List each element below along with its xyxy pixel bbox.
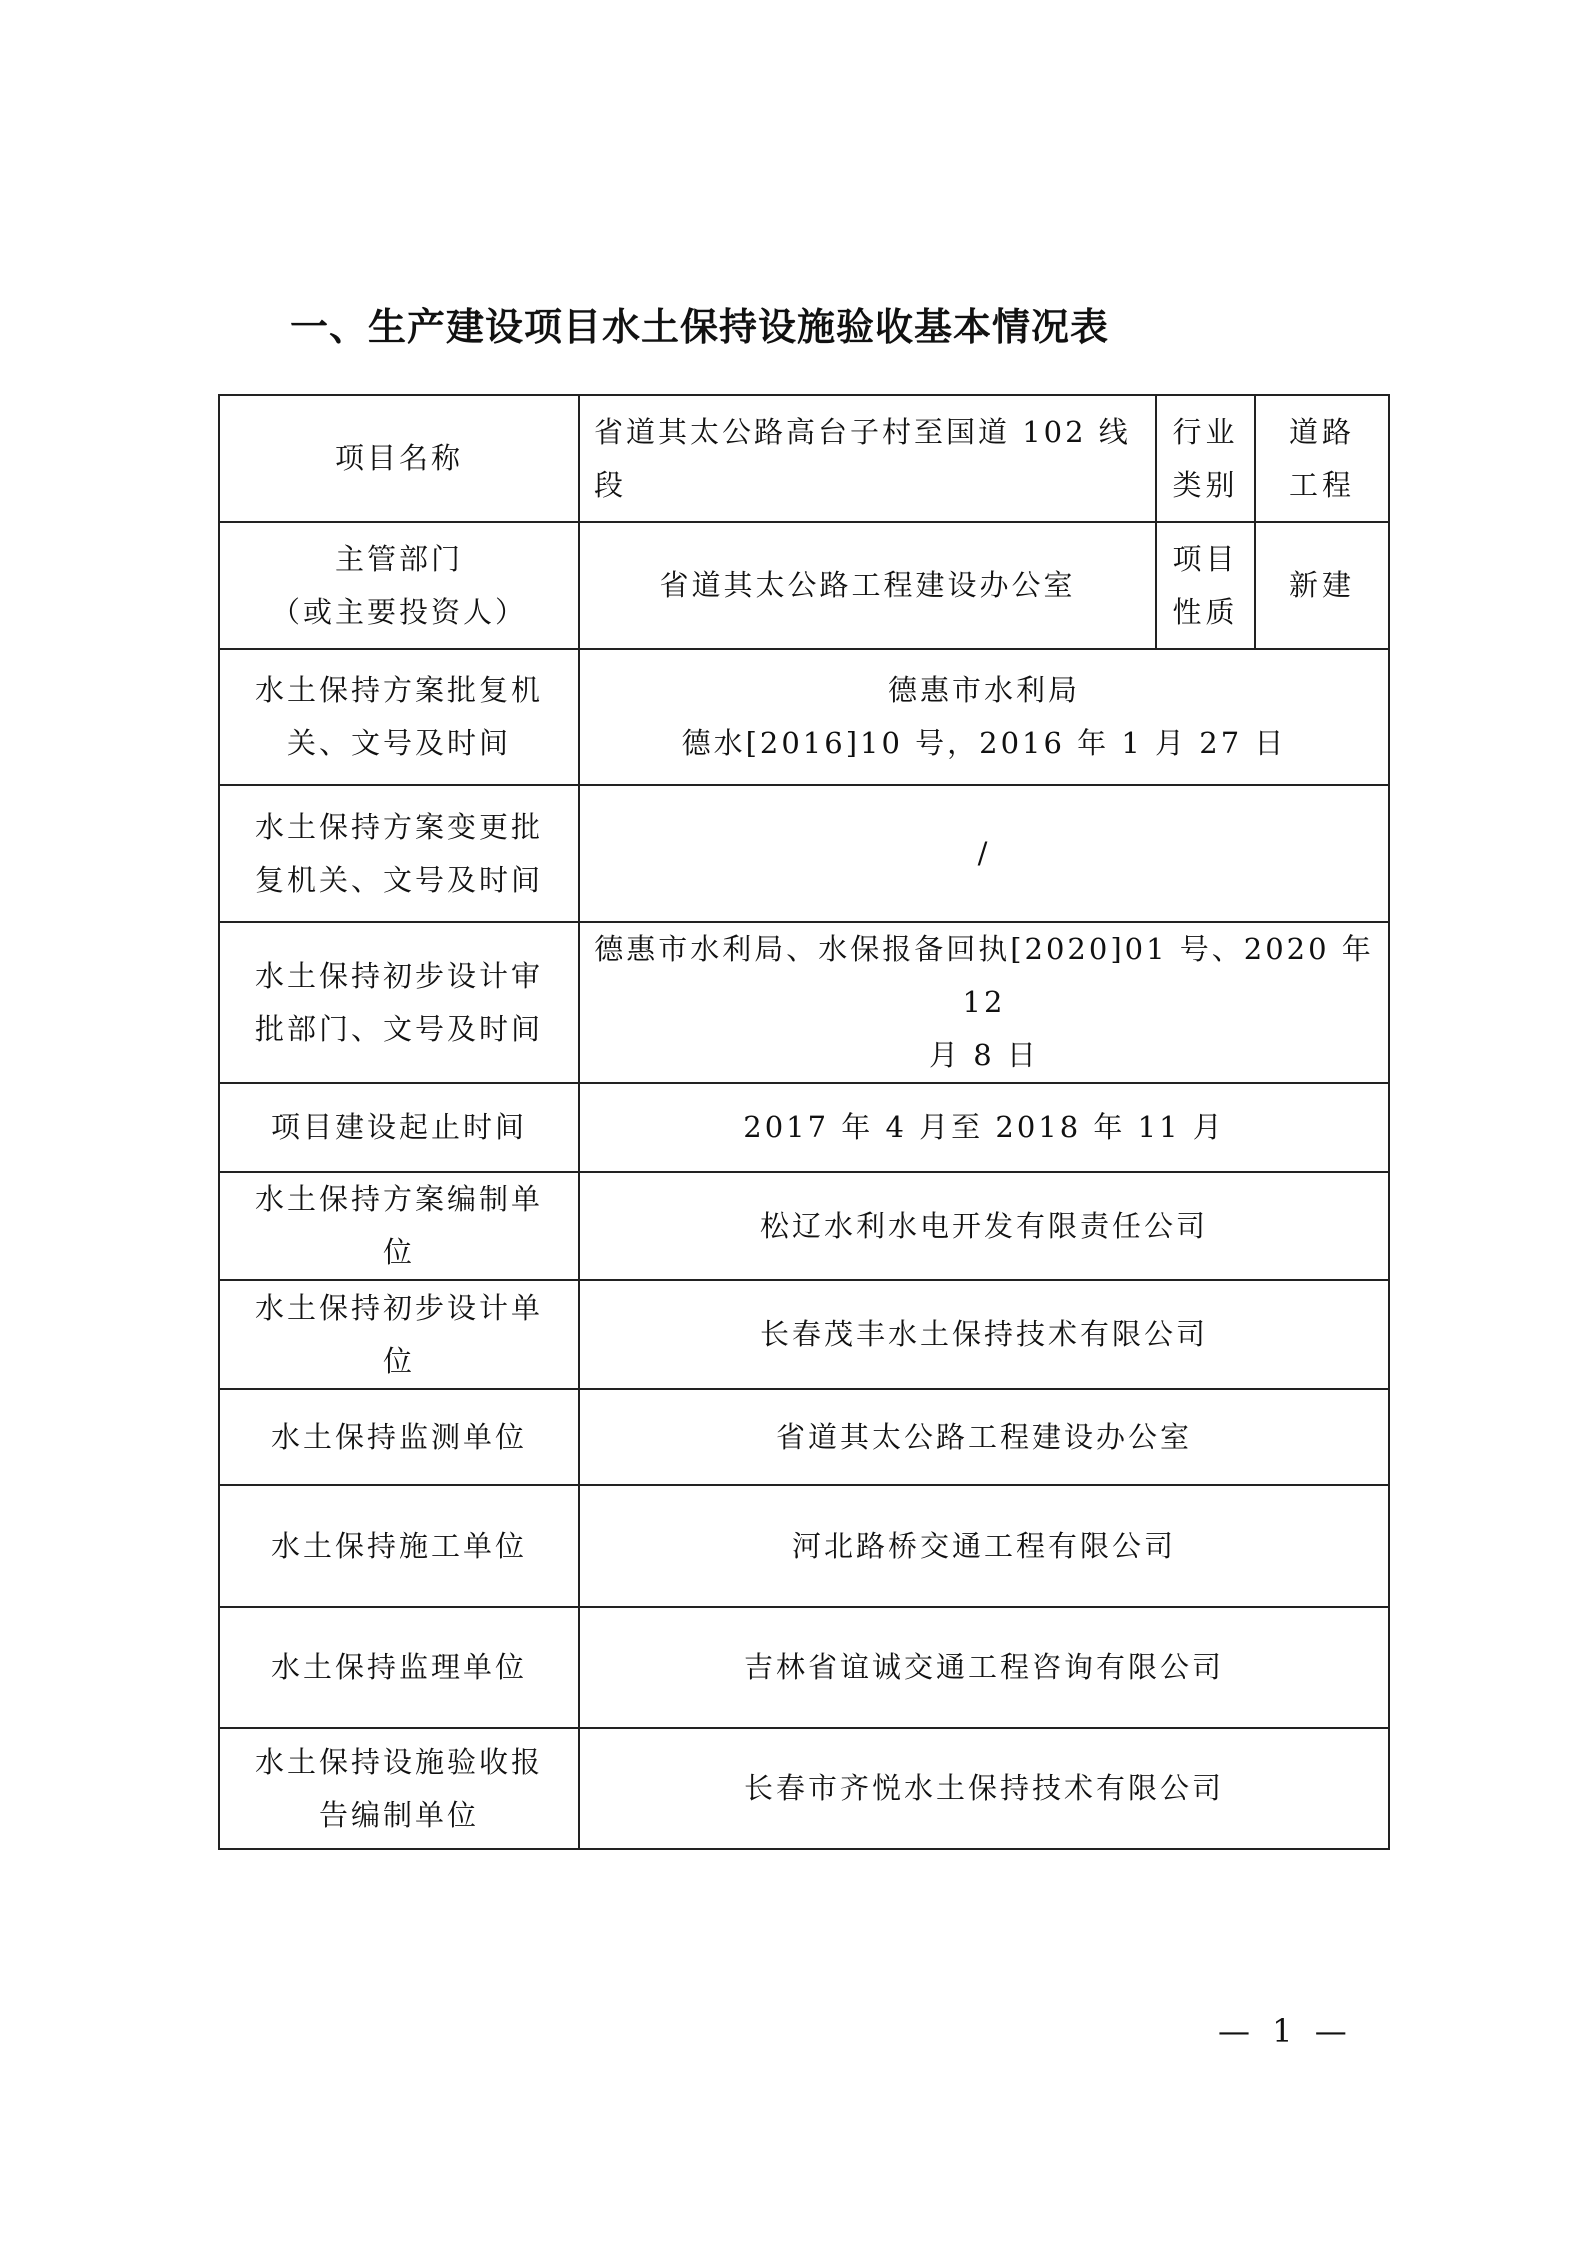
row-label-line-2: 告编制单位 (318, 1797, 479, 1832)
page-title: 一、生产建设项目水土保持设施验收基本情况表 (290, 305, 1110, 349)
row-label-line-2: 位 (382, 1235, 415, 1269)
row-value-line-1: 德惠市水利局、水保报备回执[2020]01 号、2020 年 12 (594, 932, 1374, 1019)
row-label-line-1: 水土保持监测单位 (270, 1419, 527, 1454)
table-row (219, 1485, 1389, 1607)
department-label-line-1: 主管部门 (334, 541, 463, 576)
row-label-line-1: 水土保持初步设计单 (254, 1290, 543, 1325)
project-name-value-line-2: 段 (594, 467, 627, 502)
department-value: 省道其太公路工程建设办公室 (579, 522, 1156, 649)
row-label (219, 1083, 579, 1172)
row-value (579, 1607, 1389, 1728)
row-value-line-2: 月 8 日 (929, 1038, 1039, 1072)
row-label (219, 649, 579, 785)
row-label-line-2: 批部门、文号及时间 (254, 1011, 543, 1046)
project-name-value-line-1: 省道其太公路高台子村至国道 102 线 (594, 414, 1131, 449)
row-value (579, 922, 1389, 1083)
row-label-line-1: 水土保持设施验收报 (254, 1744, 543, 1779)
row-value-line-1: 河北路桥交通工程有限公司 (791, 1528, 1176, 1563)
nature-label (1156, 522, 1255, 649)
row-value-line-1: 长春市齐悦水土保持技术有限公司 (743, 1771, 1224, 1805)
row-value (579, 1389, 1389, 1485)
row-value-line-2: 德水[2016]10 号，2016 年 1 月 27 日 (681, 726, 1287, 760)
row-value-line-1: 吉林省谊诚交通工程咨询有限公司 (743, 1650, 1224, 1684)
row-value (579, 649, 1389, 785)
row-label-line-1: 水土保持施工单位 (270, 1528, 527, 1563)
table-row (219, 1389, 1389, 1485)
table-row (219, 1728, 1389, 1849)
table-row (219, 1607, 1389, 1728)
table-row (219, 649, 1389, 785)
row-label (219, 1389, 579, 1485)
table-row-project-name (219, 395, 1389, 522)
row-label-line-1: 水土保持监理单位 (270, 1650, 527, 1684)
row-label-line-1: 水土保持方案变更批 (254, 809, 543, 844)
row-label-line-1: 水土保持初步设计审 (254, 958, 543, 993)
row-label (219, 1172, 579, 1280)
table-row-department (219, 522, 1389, 649)
acceptance-info-table (218, 394, 1390, 1850)
department-label (219, 522, 579, 649)
row-label (219, 785, 579, 922)
project-name-label: 项目名称 (219, 395, 579, 522)
table-row (219, 785, 1389, 922)
table-row (219, 1083, 1389, 1172)
department-label-line-2: （或主要投资人） (270, 594, 527, 629)
row-value (579, 1485, 1389, 1607)
row-label (219, 922, 579, 1083)
row-value (579, 1083, 1389, 1172)
row-value (579, 1172, 1389, 1280)
table-row (219, 922, 1389, 1083)
row-label (219, 1485, 579, 1607)
row-value (579, 1728, 1389, 1849)
industry-label-line-2: 类别 (1172, 467, 1239, 502)
row-value-line-1: / (977, 836, 991, 870)
industry-label-line-1: 行业 (1172, 414, 1239, 449)
industry-value-line-2: 工程 (1288, 467, 1355, 502)
row-label-line-2: 位 (382, 1343, 415, 1378)
row-value-line-1: 松辽水利水电开发有限责任公司 (759, 1208, 1208, 1243)
industry-label (1156, 395, 1255, 522)
row-label-line-2: 关、文号及时间 (286, 726, 511, 760)
table-row (219, 1280, 1389, 1389)
row-label (219, 1607, 579, 1728)
industry-value (1255, 395, 1389, 522)
page-number: — 1 — (1218, 2012, 1353, 2050)
industry-value-line-1: 道路 (1288, 414, 1355, 449)
row-label (219, 1280, 579, 1389)
row-label-line-1: 项目建设起止时间 (270, 1110, 527, 1144)
nature-label-line-1: 项目 (1172, 541, 1239, 576)
row-value-line-1: 省道其太公路工程建设办公室 (775, 1419, 1192, 1454)
row-value (579, 1280, 1389, 1389)
nature-label-line-2: 性质 (1172, 594, 1239, 629)
row-value-line-1: 2017 年 4 月至 2018 年 11 月 (743, 1110, 1225, 1144)
row-value-line-1: 长春茂丰水土保持技术有限公司 (759, 1317, 1208, 1351)
row-label (219, 1728, 579, 1849)
row-label-line-1: 水土保持方案编制单 (254, 1182, 543, 1216)
nature-value: 新建 (1255, 522, 1389, 649)
project-name-value (579, 395, 1156, 522)
row-value (579, 785, 1389, 922)
row-value-line-1: 德惠市水利局 (887, 673, 1080, 707)
row-label-line-2: 复机关、文号及时间 (254, 862, 543, 897)
table-row (219, 1172, 1389, 1280)
row-label-line-1: 水土保持方案批复机 (254, 673, 543, 707)
